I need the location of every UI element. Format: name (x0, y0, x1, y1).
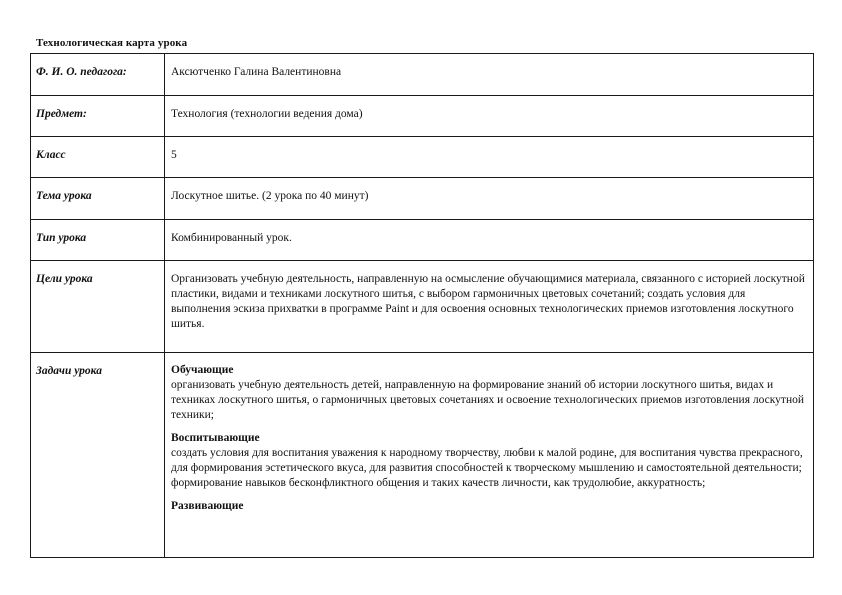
teaching-heading: Обучающие (171, 364, 234, 376)
topic-label: Тема урока (36, 190, 92, 202)
row-value-cell (165, 261, 814, 353)
row-label-cell (31, 178, 165, 220)
upbringing-heading: Воспитывающие (171, 432, 260, 444)
table-row (31, 137, 814, 178)
table-row (31, 261, 814, 353)
row-value-cell (165, 353, 814, 558)
class-label: Класс (36, 149, 66, 161)
row-value-cell (165, 137, 814, 178)
row-label-cell (31, 54, 165, 96)
table-row (31, 178, 814, 220)
row-value-cell (165, 54, 814, 96)
subject-label: Предмет: (36, 108, 87, 120)
teaching-text: организовать учебную деятельность детей, направленную на формирование знаний об истории лоскутного шитья, видах и техниках лоскутного шитья, о гармоничных цветовых сочетаниях и освоение технологических приемов изготовления лоскутной техники; (171, 379, 805, 421)
goals-value: Организовать учебную деятельность, направленную на осмысление обучающимися материала, связанного с историей лоскутной пластики, видами и техниками лоскутного шитья, с выбором гармоничных цветовых сочетаний; создать условия для выполнения эскиза прихватки в программе Paint и для освоения основных технологических приемов изготовления лоскутного шитья. (171, 273, 805, 330)
objectives-label: Задачи урока (36, 365, 102, 377)
table-row (31, 96, 814, 137)
row-value-cell (165, 220, 814, 261)
table-row (31, 54, 814, 96)
class-value: 5 (171, 149, 177, 161)
teacher-label: Ф. И. О. педагога: (36, 66, 127, 78)
row-label-cell (31, 261, 165, 353)
row-value-cell (165, 178, 814, 220)
row-label-cell (31, 137, 165, 178)
table-row (31, 220, 814, 261)
objectives-content (165, 353, 813, 514)
lesson-type-value: Комбинированный урок. (171, 232, 292, 244)
row-label-cell (31, 220, 165, 261)
lesson-card-table (30, 53, 814, 558)
upbringing-text: создать условия для воспитания уважения к народному творчеству, любви к малой родине, для воспитания чувства прекрасного, для формирования эстетического вкуса, для развития способностей к творческому мышлению и самостоятельной деятельности; формирование навыков бесконфликтного общения и таких качеств личности, как трудолюбие, аккуратность; (171, 447, 803, 489)
row-value-cell (165, 96, 814, 137)
goals-label: Цели урока (36, 273, 93, 285)
subject-value: Технология (технологии ведения дома) (171, 108, 363, 120)
table-row (31, 353, 814, 558)
row-label-cell (31, 96, 165, 137)
document-title: Технологическая карта урока (36, 37, 188, 49)
teacher-value: Аксютченко Галина Валентиновна (171, 66, 342, 78)
row-label-cell (31, 353, 165, 558)
topic-value: Лоскутное шитье. (2 урока по 40 минут) (171, 190, 369, 202)
developing-heading: Развивающие (171, 500, 244, 512)
lesson-type-label: Тип урока (36, 232, 87, 244)
